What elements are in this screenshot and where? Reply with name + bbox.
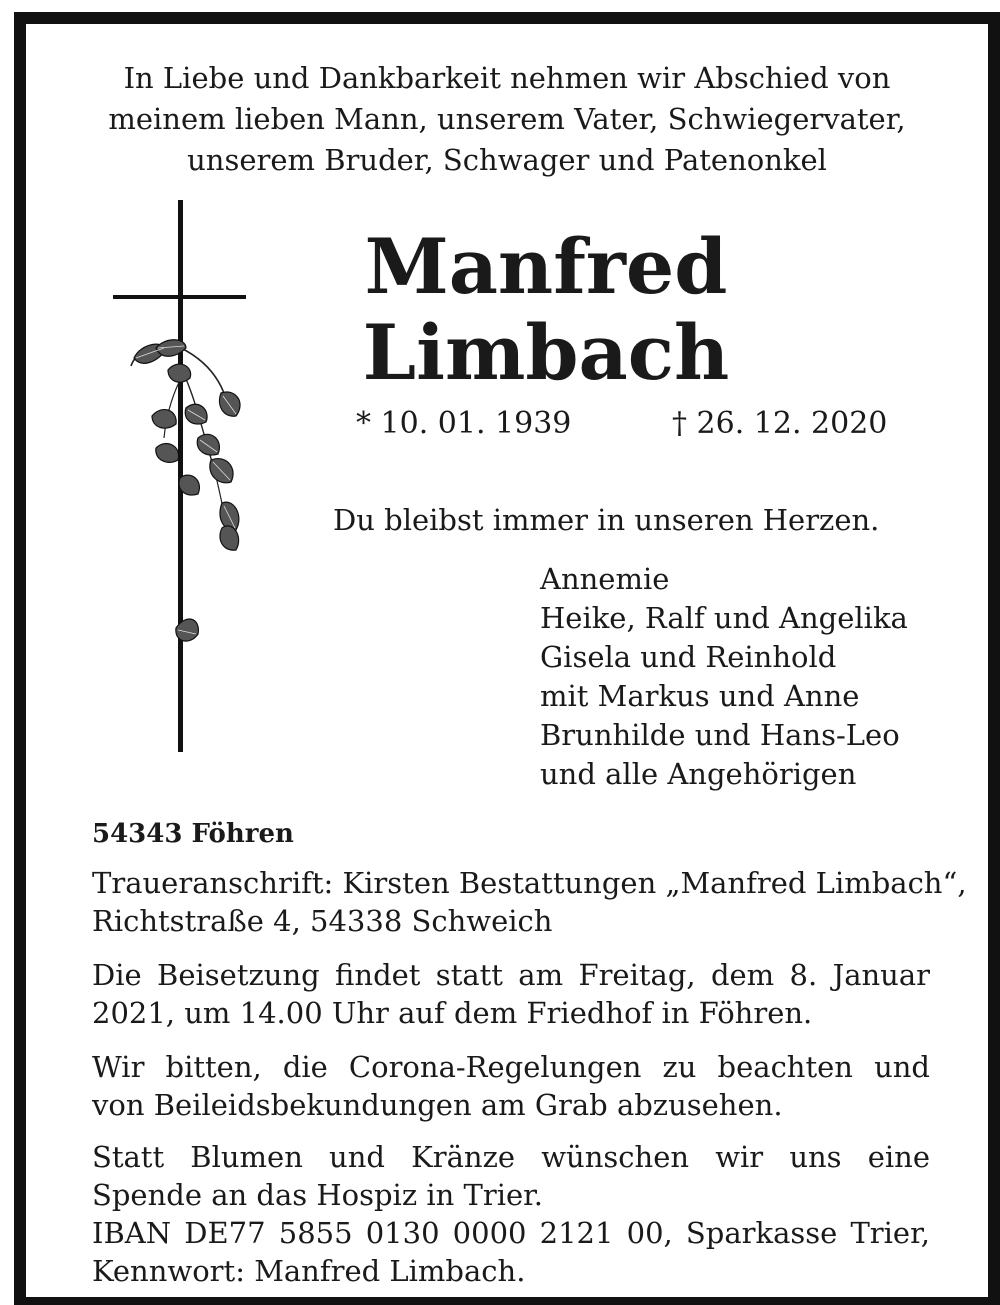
paragraph-line: 2021, um 14.00 Uhr auf dem Friedhof in Föhren. <box>92 996 813 1030</box>
address-paragraph <box>92 864 967 940</box>
paragraph-line: von Beileidsbekundungen am Grab abzusehen. <box>92 1088 783 1122</box>
intro-text <box>26 58 988 181</box>
birth-date: * 10. 01. 1939 <box>356 406 572 441</box>
paragraph-line: IBAN DE77 5855 0130 0000 2121 00, Sparkasse Trier, <box>92 1216 930 1250</box>
paragraph-line: Kennwort: Manfred Limbach. <box>92 1254 526 1288</box>
place: 54343 Föhren <box>92 819 294 849</box>
paragraph-line: Statt Blumen und Kränze wünschen wir uns eine <box>92 1140 930 1174</box>
death-date: † 26. 12. 2020 <box>672 406 888 441</box>
paragraph-line: Spende an das Hospiz in Trier. <box>92 1178 544 1212</box>
paragraph-line: Die Beisetzung findet statt am Freitag, dem 8. Januar <box>92 958 930 992</box>
family-member: Gisela und Reinhold <box>540 640 837 674</box>
funeral-paragraph <box>92 956 930 1032</box>
paragraph-line: Wir bitten, die Corona-Regelungen zu beachten und <box>92 1050 930 1084</box>
paragraph-line: Richtstraße 4, 54338 Schweich <box>92 904 553 938</box>
donation-paragraph <box>92 1138 930 1290</box>
paragraph-line: Traueranschrift: Kirsten Bestattungen „Manfred Limbach“, <box>92 866 967 900</box>
intro-line: In Liebe und Dankbarkeit nehmen wir Abschied von <box>123 61 891 95</box>
cross-with-birch-branch-icon <box>86 198 246 758</box>
intro-line: meinem lieben Mann, unserem Vater, Schwiegervater, <box>108 102 906 136</box>
deceased-name <box>326 224 766 396</box>
obituary-content <box>26 24 988 1297</box>
family-member: und alle Angehörigen <box>540 757 857 791</box>
corona-paragraph <box>92 1048 930 1124</box>
deceased-first-name: Manfred <box>364 222 728 311</box>
obituary-frame <box>14 12 1000 1305</box>
deceased-last-name: Limbach <box>362 308 730 397</box>
family-member: Brunhilde und Hans-Leo <box>540 718 900 752</box>
family-member: Annemie <box>540 562 670 596</box>
family-member: mit Markus und Anne <box>540 679 860 713</box>
motto: Du bleibst immer in unseren Herzen. <box>333 503 880 537</box>
family-member: Heike, Ralf und Angelika <box>540 601 908 635</box>
intro-line: unserem Bruder, Schwager und Patenonkel <box>187 143 827 177</box>
family-list <box>540 560 908 794</box>
